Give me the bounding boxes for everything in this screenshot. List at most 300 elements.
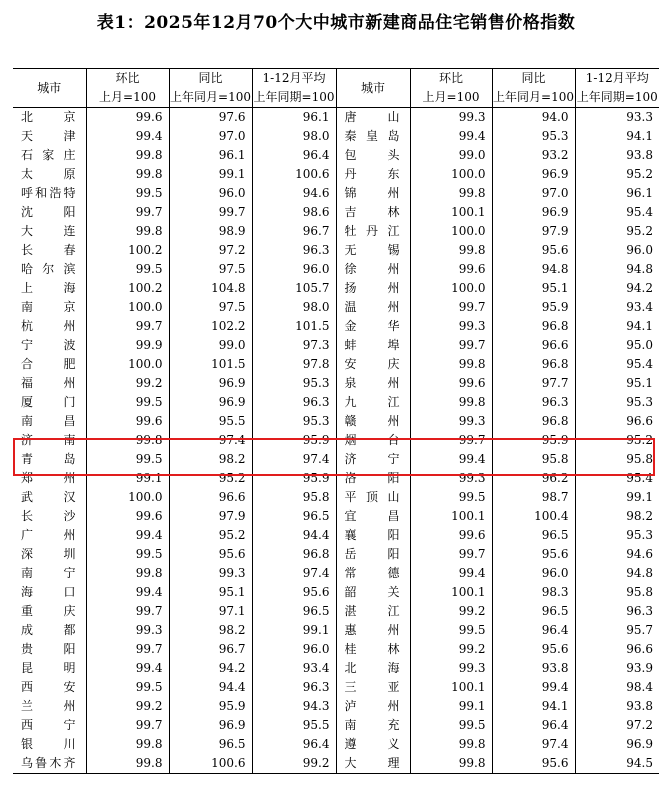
city-name-right: 济宁 [336, 450, 410, 469]
avg-value-right: 95.2 [575, 431, 659, 450]
table-row [13, 336, 659, 355]
yoy-value-left: 98.2 [169, 450, 252, 469]
yoy-value-right: 94.0 [492, 108, 575, 128]
avg-value-right: 96.6 [575, 412, 659, 431]
mom-value-left: 99.8 [86, 165, 169, 184]
yoy-value-right: 95.6 [492, 545, 575, 564]
avg-value-right: 95.7 [575, 621, 659, 640]
yoy-value-right: 95.9 [492, 431, 575, 450]
city-name-right: 赣州 [336, 412, 410, 431]
table-row [13, 754, 659, 774]
yoy-value-left: 99.0 [169, 336, 252, 355]
city-name-left: 南宁 [21, 566, 76, 580]
table-row [13, 469, 659, 488]
city-name-left: 哈尔滨 [21, 262, 76, 276]
avg-value-right: 93.8 [575, 146, 659, 165]
header-avg-left: 1-12月平均 [252, 69, 336, 89]
subheader-avg-left-text: 上年同期=100 [253, 90, 335, 104]
avg-value-left: 96.3 [252, 678, 336, 697]
yoy-value-left: 95.5 [169, 412, 252, 431]
yoy-value-right: 95.8 [492, 450, 575, 469]
avg-value-right: 94.6 [575, 545, 659, 564]
table-row [13, 526, 659, 545]
avg-value-right: 95.4 [575, 469, 659, 488]
mom-value-right: 99.4 [410, 450, 492, 469]
yoy-value-left: 95.6 [169, 545, 252, 564]
city-name-right: 宜昌 [336, 507, 410, 526]
avg-value-left: 97.3 [252, 336, 336, 355]
city-name-right: 湛江 [336, 602, 410, 621]
city-name-right: 包头 [336, 146, 410, 165]
avg-value-right: 96.1 [575, 184, 659, 203]
table-row [13, 165, 659, 184]
mom-value-left: 99.5 [86, 678, 169, 697]
mom-value-right: 99.3 [410, 412, 492, 431]
mom-value-right: 99.0 [410, 146, 492, 165]
mom-value-left: 99.4 [86, 526, 169, 545]
mom-value-left: 99.4 [86, 659, 169, 678]
avg-value-left: 96.3 [252, 393, 336, 412]
city-name-left: 上海 [21, 281, 76, 295]
city-name-right: 九江 [336, 393, 410, 412]
city-name-left: 兰州 [21, 699, 76, 713]
city-name-right: 秦皇岛 [336, 127, 410, 146]
mom-value-left: 99.5 [86, 545, 169, 564]
city-name-left: 沈阳 [21, 205, 76, 219]
yoy-value-left: 97.1 [169, 602, 252, 621]
avg-value-left: 99.1 [252, 621, 336, 640]
subheader-avg-right-text: 上年同期=100 [576, 90, 658, 104]
avg-value-left: 98.0 [252, 298, 336, 317]
avg-value-right: 95.8 [575, 450, 659, 469]
avg-value-right: 99.1 [575, 488, 659, 507]
avg-value-right: 95.4 [575, 203, 659, 222]
city-name-left: 厦门 [21, 395, 76, 409]
city-name-right: 桂林 [336, 640, 410, 659]
avg-value-right: 94.2 [575, 279, 659, 298]
table-row [13, 241, 659, 260]
city-name-right: 徐州 [336, 260, 410, 279]
yoy-value-right: 94.1 [492, 697, 575, 716]
avg-value-right: 96.6 [575, 640, 659, 659]
yoy-value-right: 97.0 [492, 184, 575, 203]
avg-value-right: 94.1 [575, 127, 659, 146]
yoy-value-right: 96.2 [492, 469, 575, 488]
city-name-left: 大连 [21, 224, 76, 238]
table-row [13, 184, 659, 203]
yoy-value-left: 97.5 [169, 260, 252, 279]
mom-value-left: 99.7 [86, 640, 169, 659]
mom-value-right: 100.1 [410, 507, 492, 526]
subheader-mom-right: 上月=100 [410, 88, 492, 108]
yoy-value-left: 96.6 [169, 488, 252, 507]
mom-value-left: 99.5 [86, 184, 169, 203]
mom-value-right: 100.1 [410, 583, 492, 602]
yoy-value-left: 97.6 [169, 108, 252, 128]
table-row [13, 697, 659, 716]
table-row [13, 374, 659, 393]
avg-value-left: 96.0 [252, 640, 336, 659]
header-yoy-left: 同比 [169, 69, 252, 89]
mom-value-left: 99.6 [86, 412, 169, 431]
mom-value-right: 99.8 [410, 754, 492, 774]
city-name-left: 太原 [21, 167, 76, 181]
city-name-right: 韶关 [336, 583, 410, 602]
city-name-right: 襄阳 [336, 526, 410, 545]
city-name-right: 牡丹江 [336, 222, 410, 241]
city-name-left: 贵阳 [21, 642, 76, 656]
avg-value-left: 95.3 [252, 412, 336, 431]
table-row [13, 488, 659, 507]
city-name-left: 长春 [21, 243, 76, 257]
mom-value-left: 99.6 [86, 108, 169, 128]
mom-value-left: 99.5 [86, 260, 169, 279]
city-name-right: 温州 [336, 298, 410, 317]
yoy-value-left: 104.8 [169, 279, 252, 298]
city-name-right: 扬州 [336, 279, 410, 298]
mom-value-left: 100.0 [86, 488, 169, 507]
avg-value-left: 94.6 [252, 184, 336, 203]
avg-value-left: 95.5 [252, 716, 336, 735]
city-name-right: 三亚 [336, 678, 410, 697]
mom-value-right: 99.7 [410, 545, 492, 564]
yoy-value-left: 101.5 [169, 355, 252, 374]
subheader-yoy-left-text: 上年同月=100 [170, 90, 251, 104]
mom-value-left: 100.2 [86, 241, 169, 260]
yoy-value-left: 95.1 [169, 583, 252, 602]
mom-value-right: 100.0 [410, 222, 492, 241]
avg-value-right: 96.3 [575, 602, 659, 621]
city-name-left: 西宁 [21, 718, 76, 732]
mom-value-right: 99.8 [410, 184, 492, 203]
mom-value-left: 99.9 [86, 336, 169, 355]
yoy-value-right: 93.2 [492, 146, 575, 165]
yoy-value-left: 99.7 [169, 203, 252, 222]
avg-value-left: 97.4 [252, 564, 336, 583]
table-row [13, 146, 659, 165]
mom-value-left: 99.7 [86, 317, 169, 336]
city-name-right: 平顶山 [336, 488, 410, 507]
avg-value-right: 95.2 [575, 165, 659, 184]
city-name-right: 烟台 [336, 431, 410, 450]
mom-value-right: 99.3 [410, 317, 492, 336]
city-name-right: 惠州 [336, 621, 410, 640]
table-row [13, 108, 659, 128]
yoy-value-right: 96.6 [492, 336, 575, 355]
table-row [13, 640, 659, 659]
yoy-value-right: 96.8 [492, 355, 575, 374]
yoy-value-left: 96.1 [169, 146, 252, 165]
city-name-left: 银川 [21, 737, 76, 751]
mom-value-left: 100.2 [86, 279, 169, 298]
mom-value-right: 99.5 [410, 716, 492, 735]
mom-value-right: 99.6 [410, 526, 492, 545]
mom-value-right: 99.1 [410, 697, 492, 716]
avg-value-left: 95.9 [252, 431, 336, 450]
city-name-left: 天津 [21, 129, 76, 143]
city-name-left: 北京 [21, 110, 76, 124]
table-row [13, 355, 659, 374]
avg-value-left: 105.7 [252, 279, 336, 298]
avg-value-left: 95.3 [252, 374, 336, 393]
city-name-left: 济南 [21, 433, 76, 447]
city-name-left: 南昌 [21, 414, 76, 428]
city-name-right: 金华 [336, 317, 410, 336]
yoy-value-left: 96.9 [169, 374, 252, 393]
avg-value-left: 96.3 [252, 241, 336, 260]
avg-value-left: 97.8 [252, 355, 336, 374]
yoy-value-right: 95.6 [492, 754, 575, 774]
city-name-left: 石家庄 [21, 148, 76, 162]
table-row [13, 279, 659, 298]
city-name-right: 蚌埠 [336, 336, 410, 355]
header-city-left: 城市 [13, 69, 86, 108]
mom-value-right: 100.1 [410, 203, 492, 222]
avg-value-left: 94.4 [252, 526, 336, 545]
yoy-value-right: 97.7 [492, 374, 575, 393]
mom-value-left: 99.2 [86, 374, 169, 393]
avg-value-right: 98.2 [575, 507, 659, 526]
mom-value-right: 99.7 [410, 336, 492, 355]
mom-value-left: 99.5 [86, 393, 169, 412]
avg-value-left: 95.6 [252, 583, 336, 602]
mom-value-left: 99.4 [86, 127, 169, 146]
avg-value-left: 94.3 [252, 697, 336, 716]
yoy-value-left: 96.0 [169, 184, 252, 203]
city-name-left: 青岛 [21, 452, 76, 466]
table-row [13, 602, 659, 621]
table-row [13, 621, 659, 640]
avg-value-left: 95.9 [252, 469, 336, 488]
city-name-left: 合肥 [21, 357, 76, 371]
mom-value-left: 99.8 [86, 222, 169, 241]
subheader-mom-left: 上月=100 [86, 88, 169, 108]
yoy-value-left: 95.2 [169, 469, 252, 488]
avg-value-right: 93.8 [575, 697, 659, 716]
avg-value-right: 95.0 [575, 336, 659, 355]
mom-value-right: 99.8 [410, 355, 492, 374]
yoy-value-left: 99.1 [169, 165, 252, 184]
mom-value-right: 99.8 [410, 393, 492, 412]
mom-value-right: 99.6 [410, 374, 492, 393]
yoy-value-left: 97.9 [169, 507, 252, 526]
table-row [13, 203, 659, 222]
mom-value-left: 99.7 [86, 203, 169, 222]
subheader-yoy-left [169, 88, 252, 108]
yoy-value-left: 97.5 [169, 298, 252, 317]
mom-value-right: 99.8 [410, 735, 492, 754]
city-name-left: 昆明 [21, 661, 76, 675]
city-name-left: 福州 [21, 376, 76, 390]
yoy-value-right: 97.4 [492, 735, 575, 754]
avg-value-left: 100.6 [252, 165, 336, 184]
mom-value-left: 99.8 [86, 735, 169, 754]
header-city-right: 城市 [336, 69, 410, 108]
table-header [13, 69, 659, 108]
mom-value-left: 99.5 [86, 450, 169, 469]
table-row [13, 412, 659, 431]
city-name-right: 洛阳 [336, 469, 410, 488]
mom-value-left: 99.6 [86, 507, 169, 526]
mom-value-left: 99.4 [86, 583, 169, 602]
mom-value-right: 99.8 [410, 241, 492, 260]
mom-value-left: 100.0 [86, 355, 169, 374]
yoy-value-right: 95.6 [492, 640, 575, 659]
mom-value-left: 99.7 [86, 602, 169, 621]
avg-value-right: 94.1 [575, 317, 659, 336]
header-yoy-right: 同比 [492, 69, 575, 89]
yoy-value-right: 100.4 [492, 507, 575, 526]
header-mom-right: 环比 [410, 69, 492, 89]
yoy-value-right: 95.6 [492, 241, 575, 260]
mom-value-right: 99.5 [410, 621, 492, 640]
mom-value-right: 99.4 [410, 564, 492, 583]
mom-value-left: 99.8 [86, 564, 169, 583]
mom-value-left: 99.1 [86, 469, 169, 488]
table-row [13, 260, 659, 279]
avg-value-right: 96.9 [575, 735, 659, 754]
avg-value-left: 96.5 [252, 602, 336, 621]
yoy-value-right: 93.8 [492, 659, 575, 678]
mom-value-right: 100.0 [410, 279, 492, 298]
yoy-value-left: 96.9 [169, 393, 252, 412]
yoy-value-left: 98.2 [169, 621, 252, 640]
table-row [13, 507, 659, 526]
city-name-right: 安庆 [336, 355, 410, 374]
table-row [13, 735, 659, 754]
table-row [13, 564, 659, 583]
table-row [13, 583, 659, 602]
avg-value-left: 96.5 [252, 507, 336, 526]
avg-value-left: 97.4 [252, 450, 336, 469]
yoy-value-left: 96.9 [169, 716, 252, 735]
yoy-value-right: 95.3 [492, 127, 575, 146]
yoy-value-right: 98.7 [492, 488, 575, 507]
yoy-value-right: 94.8 [492, 260, 575, 279]
mom-value-left: 99.3 [86, 621, 169, 640]
avg-value-right: 95.2 [575, 222, 659, 241]
subheader-avg-right [575, 88, 659, 108]
yoy-value-left: 95.9 [169, 697, 252, 716]
header-avg-right: 1-12月平均 [575, 69, 659, 89]
yoy-value-left: 102.2 [169, 317, 252, 336]
avg-value-left: 95.8 [252, 488, 336, 507]
yoy-value-right: 96.4 [492, 716, 575, 735]
mom-value-left: 100.0 [86, 298, 169, 317]
avg-value-left: 98.0 [252, 127, 336, 146]
yoy-value-left: 97.4 [169, 431, 252, 450]
avg-value-left: 93.4 [252, 659, 336, 678]
avg-value-right: 93.9 [575, 659, 659, 678]
city-name-right: 岳阳 [336, 545, 410, 564]
yoy-value-left: 95.2 [169, 526, 252, 545]
city-name-right: 丹东 [336, 165, 410, 184]
city-name-right: 泸州 [336, 697, 410, 716]
avg-value-right: 95.3 [575, 393, 659, 412]
avg-value-left: 96.8 [252, 545, 336, 564]
table-row [13, 393, 659, 412]
yoy-value-right: 95.9 [492, 298, 575, 317]
table-row [13, 222, 659, 241]
avg-value-left: 96.4 [252, 735, 336, 754]
avg-value-right: 94.8 [575, 260, 659, 279]
subheader-yoy-right [492, 88, 575, 108]
table-row [13, 127, 659, 146]
yoy-value-left: 94.2 [169, 659, 252, 678]
mom-value-right: 99.3 [410, 469, 492, 488]
mom-value-right: 100.1 [410, 678, 492, 697]
avg-value-left: 101.5 [252, 317, 336, 336]
city-name-right: 无锡 [336, 241, 410, 260]
mom-value-right: 99.3 [410, 659, 492, 678]
yoy-value-left: 96.7 [169, 640, 252, 659]
city-name-right: 大理 [336, 754, 410, 774]
avg-value-right: 96.0 [575, 241, 659, 260]
city-name-right: 遵义 [336, 735, 410, 754]
mom-value-right: 99.4 [410, 127, 492, 146]
city-name-right: 北海 [336, 659, 410, 678]
avg-value-right: 95.3 [575, 526, 659, 545]
yoy-value-left: 100.6 [169, 754, 252, 774]
city-name-right: 锦州 [336, 184, 410, 203]
header-mom-left: 环比 [86, 69, 169, 89]
city-name-left: 宁波 [21, 338, 76, 352]
avg-value-left: 98.6 [252, 203, 336, 222]
mom-value-right: 99.5 [410, 488, 492, 507]
mom-value-left: 99.8 [86, 431, 169, 450]
avg-value-right: 94.8 [575, 564, 659, 583]
yoy-value-right: 96.8 [492, 317, 575, 336]
yoy-value-right: 95.1 [492, 279, 575, 298]
avg-value-right: 95.8 [575, 583, 659, 602]
mom-value-right: 99.7 [410, 431, 492, 450]
mom-value-left: 99.8 [86, 146, 169, 165]
city-name-right: 吉林 [336, 203, 410, 222]
mom-value-right: 100.0 [410, 165, 492, 184]
avg-value-right: 95.4 [575, 355, 659, 374]
table-row [13, 317, 659, 336]
yoy-value-right: 96.4 [492, 621, 575, 640]
price-index-table [13, 68, 659, 774]
city-name-left: 武汉 [21, 490, 76, 504]
avg-value-right: 93.3 [575, 108, 659, 128]
yoy-value-right: 98.3 [492, 583, 575, 602]
avg-value-left: 96.7 [252, 222, 336, 241]
city-name-right: 唐山 [336, 108, 410, 128]
yoy-value-right: 96.9 [492, 165, 575, 184]
city-name-left: 西安 [21, 680, 76, 694]
avg-value-right: 95.1 [575, 374, 659, 393]
city-name-left: 呼和浩特 [21, 186, 76, 200]
city-name-left: 重庆 [21, 604, 76, 618]
city-name-left: 郑州 [21, 471, 76, 485]
avg-value-right: 98.4 [575, 678, 659, 697]
yoy-value-right: 96.9 [492, 203, 575, 222]
table-row [13, 659, 659, 678]
city-name-left: 广州 [21, 528, 76, 542]
city-name-right: 南充 [336, 716, 410, 735]
city-name-right: 泉州 [336, 374, 410, 393]
table-row [13, 298, 659, 317]
yoy-value-right: 96.8 [492, 412, 575, 431]
avg-value-right: 97.2 [575, 716, 659, 735]
city-name-left: 深圳 [21, 547, 76, 561]
avg-value-right: 93.4 [575, 298, 659, 317]
mom-value-right: 99.2 [410, 640, 492, 659]
mom-value-left: 99.8 [86, 754, 169, 774]
mom-value-right: 99.6 [410, 260, 492, 279]
yoy-value-left: 94.4 [169, 678, 252, 697]
